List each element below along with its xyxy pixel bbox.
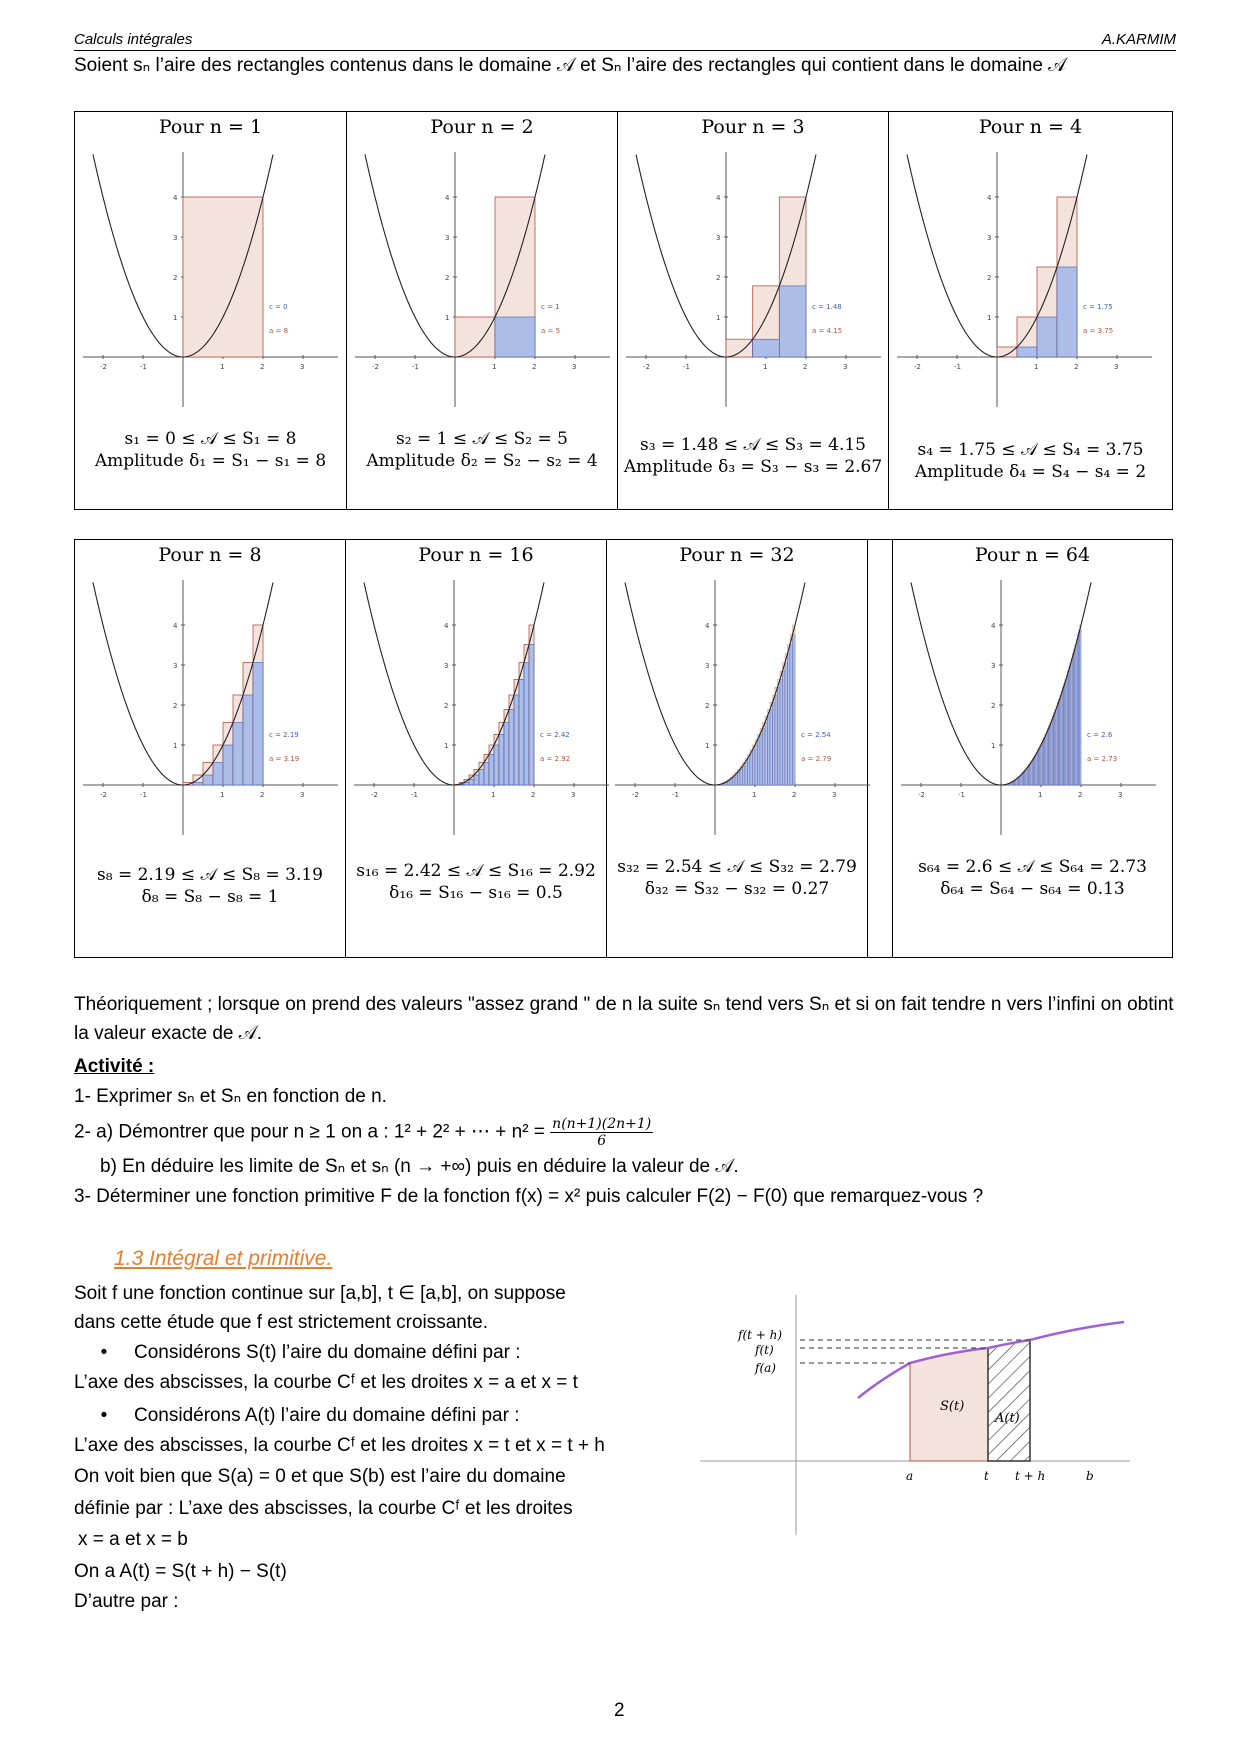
lower-rect [1047, 732, 1048, 785]
y-tick-label: 2 [444, 702, 449, 710]
y-tick-label: 4 [444, 622, 449, 630]
y-tick-label: 4 [173, 194, 178, 202]
x-tick-label: 3 [832, 791, 837, 799]
y-tick-label: 2 [705, 702, 710, 710]
lower-rect [514, 695, 519, 785]
x-tick-label: 2 [260, 363, 265, 371]
lower-rect [790, 644, 793, 785]
theory-paragraph: Théoriquement ; lorsque on prend des valeurs "assez grand " de n la suite sₙ tend vers Sₙ et si on fait tendre n vers l’infini on obtint la valeur exacte de 𝒜. [74, 994, 1174, 1044]
y-tick-label: 3 [444, 662, 449, 670]
lower-rect [1064, 687, 1065, 785]
y-tick-label: 1 [173, 742, 178, 750]
cell-n8 [75, 540, 346, 958]
cell-title: Pour n = 1 [158, 116, 263, 138]
lower-rect [745, 763, 748, 786]
lower-rect [768, 716, 771, 785]
para-7: D’autre par : [74, 1591, 179, 1612]
cell-n32 [607, 540, 868, 958]
x-tick-label: -2 [918, 791, 925, 799]
x-tick-label: -2 [632, 791, 639, 799]
lower-rect [1021, 775, 1022, 785]
lower-rect [243, 695, 253, 785]
lower-rect [743, 766, 746, 785]
lower-rect [1034, 759, 1035, 785]
lower-rect [1059, 702, 1060, 785]
lower-rect [738, 772, 741, 785]
y-tick-label: 4 [445, 194, 450, 202]
lower-rect [1060, 699, 1061, 785]
y-tick-label: 4 [987, 194, 992, 202]
lower-rect [1067, 675, 1068, 785]
y-tick-label: 3 [445, 234, 450, 242]
lower-rect [1079, 635, 1080, 785]
value-tag-lower: c = 2.6 [1087, 731, 1113, 739]
lower-rect [1061, 695, 1062, 785]
x-tick-label: 1 [752, 791, 757, 799]
y-tick-label: 3 [173, 234, 178, 242]
y-tick-label: 1 [705, 742, 710, 750]
cell-spacer [868, 540, 893, 958]
lower-rect [1041, 745, 1042, 785]
lower-rect [1052, 719, 1053, 785]
value-tag-lower: c = 0 [269, 303, 288, 311]
lower-rect [1057, 267, 1077, 357]
intro-text: Soient sₙ l’aire des rectangles contenus dans le domaine 𝒜 et Sₙ l’aire des rectangles qui contient dans le domaine 𝒜 [74, 55, 1067, 76]
page-number: 2 [614, 1700, 625, 1721]
lower-rect [1020, 776, 1021, 785]
value-tag-upper: a = 2.79 [801, 755, 832, 763]
lower-rect [1014, 781, 1015, 785]
y-tick-label: 2 [716, 274, 721, 282]
upper-rect [183, 197, 263, 357]
value-tag-upper: a = 2.73 [1087, 755, 1118, 763]
x-tick-label: 2 [792, 791, 797, 799]
section-title: 1.3 Intégral et primitive. [114, 1247, 333, 1270]
label-xth: t + h [1015, 1469, 1046, 1483]
lower-rect [1076, 644, 1077, 785]
lower-rect [1049, 729, 1050, 785]
cell-title: Pour n = 8 [158, 544, 262, 566]
x-tick-label: 1 [220, 363, 225, 371]
lower-rect [1030, 764, 1031, 785]
lower-rect [1015, 780, 1016, 785]
x-tick-label: 3 [572, 363, 577, 371]
lower-rect [504, 723, 509, 786]
para-6: On a A(t) = S(t + h) − S(t) [74, 1561, 287, 1582]
y-tick-label: 3 [173, 662, 178, 670]
lower-rect [524, 663, 529, 786]
lower-rect [1037, 752, 1038, 785]
lower-rect [495, 317, 535, 357]
bullet-dot-icon: • [100, 1342, 108, 1363]
lower-rect [1019, 777, 1020, 785]
cell-caption-line1: s₁₆ = 2.42 ≤ 𝒜 ≤ S₁₆ = 2.92 [356, 861, 596, 881]
question-2a-text: 2- a) Démontrer que pour n ≥ 1 on a : 1² + 2² + ⋯ + n² = [74, 1121, 551, 1143]
lower-rect [778, 687, 781, 785]
cell-caption-line1: s₃₂ = 2.54 ≤ 𝒜 ≤ S₃₂ = 2.79 [617, 857, 857, 877]
bullet-1-text: Considérons S(t) l’aire du domaine défini par : [134, 1342, 521, 1363]
lower-rect [1025, 771, 1026, 785]
lower-rect [1045, 737, 1046, 785]
x-tick-label: -1 [140, 791, 147, 799]
y-tick-label: 2 [991, 702, 996, 710]
header-right: A.KARMIM [1101, 31, 1176, 48]
lower-rect [785, 663, 788, 786]
lower-rect [793, 635, 796, 785]
label-xb: b [1086, 1469, 1094, 1483]
x-tick-label: -1 [412, 363, 419, 371]
label-A: A(t) [995, 1411, 1020, 1426]
question-2a [74, 1116, 653, 1149]
lower-rect [499, 734, 504, 785]
lower-rect [765, 723, 768, 786]
lower-rect [1031, 763, 1032, 786]
para-2: dans cette étude que f est strictement croissante. [74, 1312, 489, 1333]
lower-rect [479, 769, 484, 785]
lower-rect [1017, 778, 1018, 785]
lower-rect [735, 775, 738, 785]
label-xt: t [984, 1469, 989, 1483]
cell-caption-line1: s₈ = 2.19 ≤ 𝒜 ≤ S₈ = 3.19 [97, 865, 323, 885]
cell-caption-line2: Amplitude δ₁ = S₁ − s₁ = 8 [94, 451, 327, 471]
cell-title: Pour n = 32 [679, 544, 795, 566]
x-tick-label: 2 [1074, 363, 1079, 371]
lower-rect [203, 775, 213, 785]
y-tick-label: 2 [987, 274, 992, 282]
lower-rect [1050, 726, 1051, 785]
lower-rect [760, 734, 763, 785]
x-tick-label: 2 [260, 791, 265, 799]
lower-rect [233, 723, 243, 786]
cell-caption-line2: δ₁₆ = S₁₆ − s₁₆ = 0.5 [389, 883, 563, 903]
value-tag-lower: c = 1 [541, 303, 560, 311]
lower-rect [1065, 683, 1066, 785]
lower-rect [1054, 716, 1055, 785]
lower-rect [1016, 779, 1017, 785]
lower-rect [464, 783, 469, 786]
lower-rect [193, 783, 203, 786]
cell-caption-line1: s₃ = 1.48 ≤ 𝒜 ≤ S₃ = 4.15 [640, 435, 866, 455]
x-tick-label: -2 [372, 363, 379, 371]
lower-rect [1044, 740, 1045, 785]
value-tag-upper: a = 5 [541, 327, 561, 335]
lower-rect [1066, 679, 1067, 785]
question-1: 1- Exprimer sₙ et Sₙ en fonction de n. [74, 1086, 387, 1107]
cell-caption-line1: s₄ = 1.75 ≤ 𝒜 ≤ S₄ = 3.75 [917, 440, 1144, 460]
y-tick-label: 3 [716, 234, 721, 242]
lower-rect [484, 763, 489, 786]
bullet-1 [74, 1338, 521, 1367]
y-tick-label: 3 [987, 234, 992, 242]
x-tick-label: -1 [683, 363, 690, 371]
label-fth: f(t + h) [738, 1328, 783, 1342]
lower-rect [1037, 317, 1057, 357]
value-tag-upper: a = 2.92 [540, 755, 571, 763]
y-tick-label: 4 [991, 622, 996, 630]
fraction [550, 1116, 653, 1149]
lower-rect [1075, 649, 1076, 785]
bullet-2 [74, 1401, 519, 1430]
x-tick-label: 1 [492, 363, 497, 371]
bullet-2-text: Considérons A(t) l’aire du domaine défini par : [134, 1405, 520, 1426]
x-tick-label: -2 [100, 363, 107, 371]
lower-rect [213, 763, 223, 786]
y-tick-label: 1 [991, 742, 996, 750]
lower-rect [1024, 772, 1025, 785]
value-tag-upper: a = 3.75 [1083, 327, 1114, 335]
lower-rect [773, 702, 776, 785]
x-tick-label: -1 [411, 791, 418, 799]
label-fa: f(a) [755, 1361, 776, 1375]
y-tick-label: 1 [444, 742, 449, 750]
lower-rect [755, 745, 758, 785]
lower-rect [519, 679, 524, 785]
cell-caption-line1: s₁ = 0 ≤ 𝒜 ≤ S₁ = 8 [124, 429, 297, 449]
cell-title: Pour n = 4 [978, 116, 1083, 138]
cell-n64 [893, 540, 1173, 958]
x-tick-label: 3 [843, 363, 848, 371]
cell-caption-line2: δ₃₂ = S₃₂ − s₃₂ = 0.27 [644, 879, 830, 899]
lower-rect [1042, 742, 1043, 785]
x-tick-label: -1 [672, 791, 679, 799]
lower-rect [474, 775, 479, 785]
lower-rect [770, 709, 773, 785]
lower-rect [1072, 658, 1073, 785]
lower-rect [1029, 766, 1030, 785]
x-tick-label: -2 [371, 791, 378, 799]
x-tick-label: 3 [300, 791, 305, 799]
lower-rect [740, 769, 743, 785]
lower-rect [494, 745, 499, 785]
label-S: S(t) [940, 1399, 965, 1414]
x-tick-label: 2 [531, 791, 536, 799]
x-tick-label: -1 [954, 363, 961, 371]
lower-rect [223, 745, 233, 785]
lower-rect [1080, 630, 1081, 785]
header-left: Calculs intégrales [74, 31, 193, 48]
cell-caption-line2: δ₈ = S₈ − s₈ = 1 [141, 887, 279, 907]
lower-rect [783, 671, 786, 785]
lower-rect [1070, 667, 1071, 785]
cell-n2 [347, 112, 618, 510]
cell-title: Pour n = 16 [418, 544, 534, 566]
question-3: 3- Déterminer une fonction primitive F de la fonction f(x) = x² puis calculer F(2) − F(0) que remarquez-vous ? [74, 1186, 984, 1207]
y-tick-label: 2 [173, 274, 178, 282]
cell-caption-line1: s₆₄ = 2.6 ≤ 𝒜 ≤ S₆₄ = 2.73 [918, 857, 1147, 877]
lower-rect [1017, 347, 1037, 357]
lower-rect [730, 779, 733, 785]
riemann-table-1 [74, 111, 1173, 510]
value-tag-lower: c = 1.48 [812, 303, 842, 311]
lower-rect [1036, 754, 1037, 785]
lower-rect [1056, 709, 1057, 785]
x-tick-label: -2 [643, 363, 650, 371]
lower-rect [529, 644, 534, 785]
y-tick-label: 3 [991, 662, 996, 670]
x-tick-label: 3 [1114, 363, 1119, 371]
x-tick-label: -1 [958, 791, 965, 799]
cell-caption-line2: δ₆₄ = S₆₄ − s₆₄ = 0.13 [940, 879, 1125, 899]
value-tag-lower: c = 2.54 [801, 731, 831, 739]
y-tick-label: 3 [705, 662, 710, 670]
value-tag-upper: a = 3.19 [269, 755, 300, 763]
y-tick-label: 2 [445, 274, 450, 282]
lower-rect [763, 729, 766, 785]
cell-title: Pour n = 3 [701, 116, 805, 138]
lower-rect [788, 654, 791, 785]
lower-rect [1062, 691, 1063, 785]
lower-rect [469, 779, 474, 785]
bullet-dot-icon: • [100, 1405, 108, 1426]
y-tick-label: 4 [705, 622, 710, 630]
fraction-denominator: 6 [597, 1133, 607, 1149]
cell-caption-line1: s₂ = 1 ≤ 𝒜 ≤ S₂ = 5 [396, 429, 568, 449]
value-tag-upper: a = 4.15 [812, 327, 843, 335]
bullet-2-detail: L’axe des abscisses, la courbe Cᶠ et les droites x = t et x = t + h [74, 1435, 605, 1456]
fraction-numerator: n(n+1)(2n+1) [552, 1116, 652, 1132]
x-tick-label: -2 [914, 363, 921, 371]
x-tick-label: 3 [571, 791, 576, 799]
y-tick-label: 1 [173, 314, 178, 322]
para-1: Soit f une fonction continue sur [a,b], t ∈ [a,b], on suppose [74, 1283, 566, 1304]
cell-n16 [346, 540, 607, 958]
x-tick-label: 2 [803, 363, 808, 371]
lower-rect [489, 754, 494, 785]
label-xa: a [906, 1469, 914, 1483]
lower-rect [733, 777, 736, 785]
x-tick-label: 1 [220, 791, 225, 799]
x-tick-label: -2 [100, 791, 107, 799]
x-tick-label: -1 [140, 363, 147, 371]
x-tick-label: 2 [532, 363, 537, 371]
lower-rect [1069, 671, 1070, 785]
area-A [988, 1340, 1030, 1461]
para-5: x = a et x = b [78, 1529, 188, 1550]
lower-rect [780, 679, 783, 785]
lower-rect [748, 759, 751, 785]
y-tick-label: 2 [173, 702, 178, 710]
value-tag-upper: a = 8 [269, 327, 289, 335]
lower-rect [1055, 713, 1056, 785]
cell-n3 [618, 112, 889, 510]
bullet-1-detail: L’axe des abscisses, la courbe Cᶠ et les droites x = a et x = t [74, 1372, 578, 1393]
y-tick-label: 1 [445, 314, 450, 322]
cell-caption-line2: Amplitude δ₂ = S₂ − s₂ = 4 [366, 451, 598, 471]
lower-rect [1035, 757, 1036, 785]
cell-caption-line2: Amplitude δ₃ = S₃ − s₃ = 2.67 [623, 457, 883, 477]
header-rule [74, 50, 1176, 51]
x-tick-label: 1 [763, 363, 768, 371]
lower-rect [509, 709, 514, 785]
value-tag-lower: c = 1.75 [1083, 303, 1113, 311]
cell-title: Pour n = 2 [430, 116, 534, 138]
x-tick-label: 1 [491, 791, 496, 799]
x-tick-label: 3 [1118, 791, 1123, 799]
cell-n4 [889, 112, 1173, 510]
activite-title: Activité : [74, 1056, 155, 1077]
cell-title: Pour n = 64 [974, 544, 1091, 566]
y-tick-label: 1 [987, 314, 992, 322]
para-3: On voit bien que S(a) = 0 et que S(b) est l’aire du domaine [74, 1466, 566, 1487]
lower-rect [1051, 723, 1052, 786]
value-tag-lower: c = 2.42 [540, 731, 570, 739]
lower-rect [1027, 768, 1028, 785]
lower-rect [1077, 640, 1078, 785]
upper-rect [726, 339, 753, 357]
lower-rect [1026, 769, 1027, 785]
lower-rect [728, 781, 731, 785]
lower-rect [1071, 663, 1072, 786]
y-tick-label: 4 [716, 194, 721, 202]
lower-rect [1039, 750, 1040, 785]
lower-rect [1032, 761, 1033, 785]
value-tag-lower: c = 2.19 [269, 731, 299, 739]
cell-caption-line2: Amplitude δ₄ = S₄ − s₄ = 2 [914, 462, 1147, 482]
lower-rect [753, 339, 780, 357]
para-4: définie par : L’axe des abscisses, la courbe Cᶠ et les droites [74, 1498, 573, 1519]
lower-rect [775, 695, 778, 785]
lower-rect [1057, 706, 1058, 785]
riemann-table-2 [74, 539, 1173, 958]
lower-rect [1022, 774, 1023, 785]
lower-rect [1074, 654, 1075, 785]
lower-rect [758, 740, 761, 785]
x-tick-label: 2 [1078, 791, 1083, 799]
lower-rect [753, 750, 756, 785]
lower-rect [253, 663, 263, 786]
lower-rect [779, 286, 806, 357]
x-tick-label: 3 [300, 363, 305, 371]
x-tick-label: 1 [1038, 791, 1043, 799]
primitive-figure [700, 1290, 1130, 1540]
y-tick-label: 1 [716, 314, 721, 322]
lower-rect [1040, 747, 1041, 785]
y-tick-label: 4 [173, 622, 178, 630]
x-tick-label: 1 [1034, 363, 1039, 371]
label-ft: f(t) [755, 1343, 774, 1357]
lower-rect [1046, 734, 1047, 785]
question-2b: b) En déduire les limite de Sₙ et sₙ (n → +∞) puis en déduire la valeur de 𝒜. [100, 1156, 739, 1177]
lower-rect [750, 754, 753, 785]
upper-rect [997, 347, 1017, 357]
upper-rect [455, 317, 495, 357]
cell-n1 [75, 112, 347, 510]
